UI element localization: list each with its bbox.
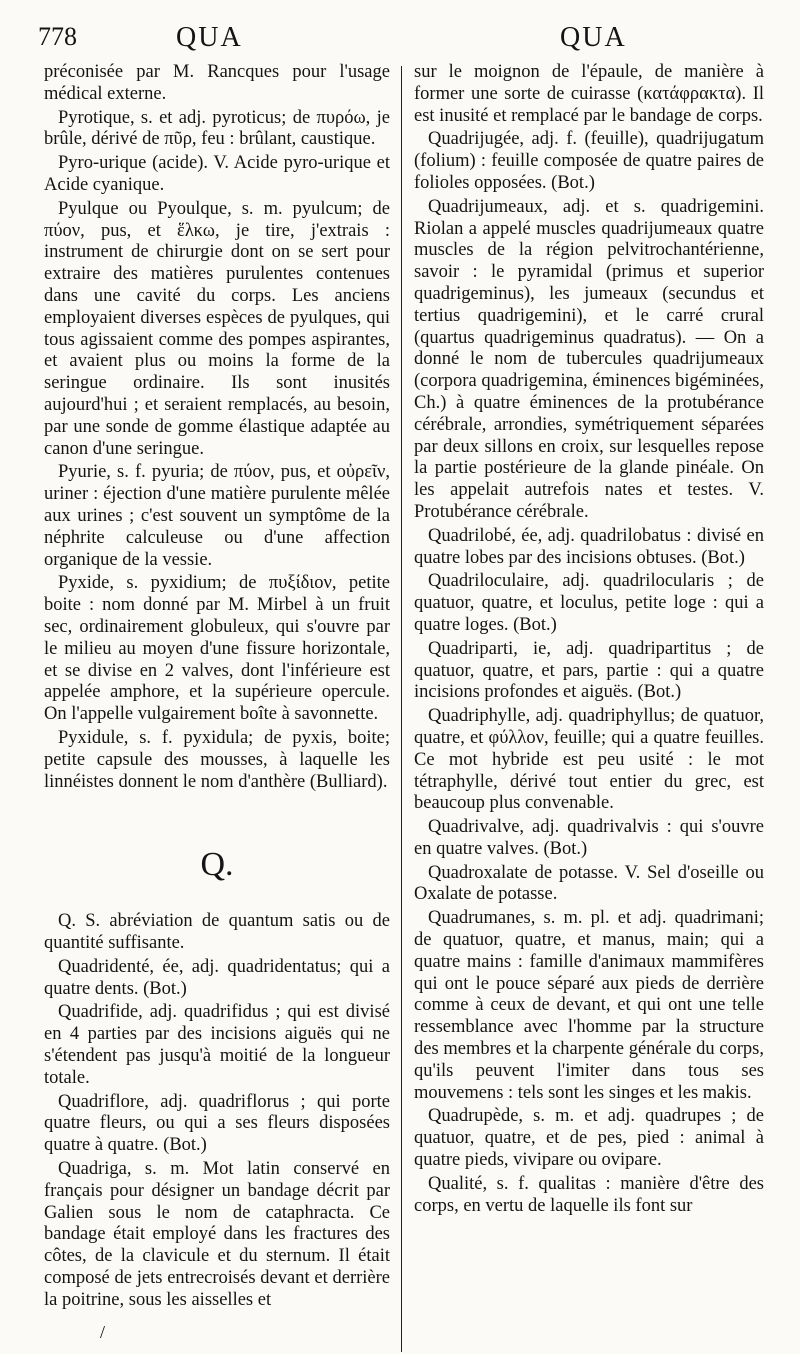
dictionary-entry: Quadrijumeaux, adj. et s. quadrigemini. Riolan a appelé muscles quadrijumeaux quatre muscles de la région pelvitrochantérienne, savoir : le pyramidal (primus et superior quadrigeminus), les jumeaux (secundus et tertius quadrigemini), et le carré crural (quartus quadrigeminus quadratus). — On a donné le nom de tubercules quadrijumeaux (corpora quadrigemina, éminences bigéminées, Ch.) à quatre éminences de la protubérance cérébrale, arrondies, symétriquement séparées par deux sillons en croix, sur lesquelles repose la partie postérieure de la glande pinéale. On les appelait autrefois nates et testes. V. Protubérance cérébrale.	[414, 196, 764, 522]
dictionary-entry: Quadridenté, ée, adj. quadridentatus; qui a quatre dents. (Bot.)	[44, 956, 390, 999]
left-entries-q	[44, 911, 390, 1311]
dictionary-entry: Pyxide, s. pyxidium; de πυξίδιον, petite boite : nom donné par M. Mirbel à un fruit sec, ordinairement globuleux, qui s'ouvre par le milieu au moyen d'une fissure horizontale, et se divise en 2 valves, dont l'inférieure est appelée amphore, et la supérieure opercule. On l'appelle vulgairement boîte à savonnette.	[44, 573, 390, 725]
dictionary-entry: Quadriflore, adj. quadriflorus ; qui porte quatre fleurs, ou qui a ses fleurs disposées quatre à quatre. (Bot.)	[44, 1091, 390, 1156]
dictionary-entry: Quadrifide, adj. quadrifidus ; qui est divisé en 4 parties par des incisions aiguës qui ne s'étendent pas jusqu'à moitié de la longueur totale.	[44, 1002, 390, 1088]
right-entries	[414, 62, 764, 1217]
page-number: 778	[38, 22, 77, 51]
column-divider	[401, 66, 402, 1352]
running-head-left: QUA	[176, 22, 243, 53]
dictionary-entry: Pyro-urique (acide). V. Acide pyro-urique et Acide cyanique.	[44, 153, 390, 195]
dictionary-entry: Quadriloculaire, adj. quadrilocularis ; de quatuor, quatre, et loculus, petite loge : qui a quatre loges. (Bot.)	[414, 571, 764, 635]
dictionary-entry: Qualité, s. f. qualitas : manière d'être des corps, en vertu de laquelle ils font sur	[414, 1173, 764, 1216]
dictionary-entry: sur le moignon de l'épaule, de manière à former une sorte de cuirasse (κατάφρακτα). Il est inusité et remplacé par le bandage de corps.	[414, 62, 764, 126]
dictionary-entry: Quadrijugée, adj. f. (feuille), quadrijugatum (folium) : feuille composée de quatre paires de folioles opposées. (Bot.)	[414, 129, 764, 193]
left-entries-p	[44, 62, 390, 793]
right-column	[414, 62, 764, 1219]
section-letter-heading: Q.	[200, 846, 234, 884]
dictionary-entry: Pyrotique, s. et adj. pyroticus; de πυρόω, je brûle, dérivé de πῦρ, feu : brûlant, caustique.	[44, 107, 390, 150]
dictionary-entry: Quadriga, s. m. Mot latin conservé en français pour désigner un bandage décrit par Galien sous le nom de cataphracta. Ce bandage était employé dans les fractures des côtes, de la clavicule et du sternum. Il était composé de jets entrecroisés devant et derrière la poitrine, sous les aisselles et	[44, 1159, 390, 1310]
footer-mark: /	[100, 1322, 106, 1342]
dictionary-entry: Pyurie, s. f. pyuria; de πύον, pus, et οὐρεῖν, uriner : éjection d'une matière purulente mêlée aux urines ; c'est souvent un symptôme de la néphrite calculeuse ou d'une affection organique de la vessie.	[44, 462, 390, 570]
dictionary-entry: Quadriphylle, adj. quadriphyllus; de quatuor, quatre, et φύλλον, feuille; qui a quatre feuilles. Ce mot hybride est peu usité : le mot tétraphylle, dérivé tout entier du grec, est beaucoup plus convenable.	[414, 706, 764, 814]
dictionary-entry: Quadrivalve, adj. quadrivalvis : qui s'ouvre en quatre valves. (Bot.)	[414, 817, 764, 859]
running-head-right: QUA	[560, 22, 627, 53]
dictionary-entry: Q. S. abréviation de quantum satis ou de quantité suffisante.	[44, 911, 390, 954]
dictionary-entry: préconisée par M. Rancques pour l'usage médical externe.	[44, 62, 390, 104]
dictionary-entry: Quadrilobé, ée, adj. quadrilobatus : divisé en quatre lobes par des incisions obtuses. (Bot.)	[414, 525, 764, 568]
dictionary-entry: Pyulque ou Pyoulque, s. m. pyulcum; de πύον, pus, et ἕλκω, je tire, j'extrais : instrument de chirurgie dont on se sert pour extraire des matières purulentes contenues dans une cavité du corps. Les anciens employaient diverses espèces de pyulques, qui tous agissaient comme des pompes aspirantes, et avaient plus ou moins la forme de la seringue ordinaire. Ils sont inusités aujourd'hui ; et seraient remplacés, au besoin, par une sonde de gomme élastique adaptée au canon d'une seringue.	[44, 198, 390, 459]
dictionary-entry: Quadrupède, s. m. et adj. quadrupes ; de quatuor, quatre, et de pes, pied : animal à quatre pieds, vivipare ou ovipare.	[414, 1106, 764, 1171]
dictionary-entry: Pyxidule, s. f. pyxidula; de pyxis, boite; petite capsule des mousses, à laquelle les linnéistes donnent le nom d'anthère (Bulliard).	[44, 727, 390, 792]
dictionary-entry: Quadriparti, ie, adj. quadripartitus ; de quatuor, quatre, et pars, partie : qui a quatre incisions profondes et aiguës. (Bot.)	[414, 638, 764, 703]
dictionary-entry: Quadroxalate de potasse. V. Sel d'oseille ou Oxalate de potasse.	[414, 862, 764, 905]
dictionary-entry: Quadrumanes, s. m. pl. et adj. quadrimani; de quatuor, quatre, et manus, main; qui a quatre mains : famille d'animaux mammifères qui ont le pouce séparé aux pieds de derrière comme à ceux de devant, et qui ont une telle ressemblance avec l'homme par la structure des membres et la charpente générale du corps, qu'ils peuvent l'imiter dans tous ses mouvemens : tels sont les singes et les makis.	[414, 908, 764, 1103]
left-column	[44, 62, 390, 1314]
